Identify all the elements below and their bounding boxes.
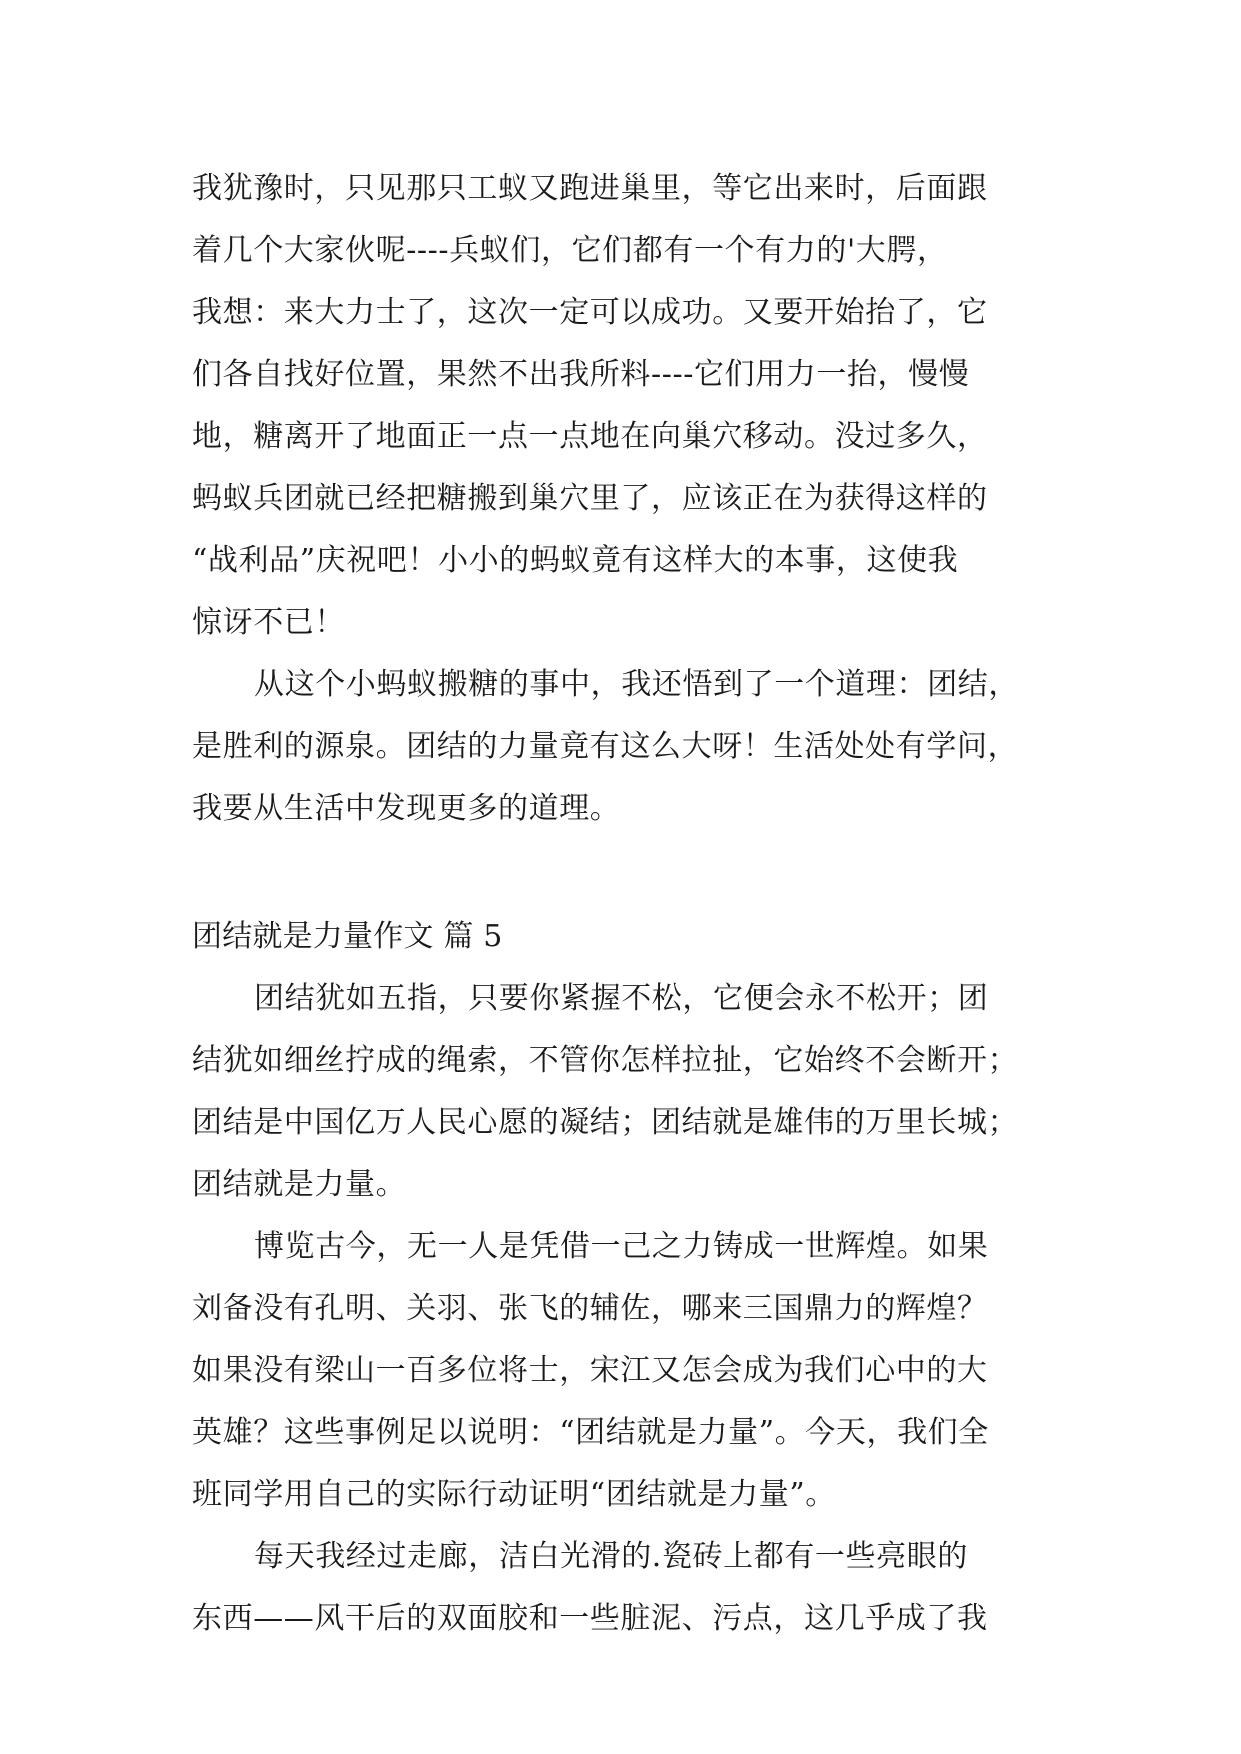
text-line: 我想：来大力士了，这次一定可以成功。又要开始抬了，它 [192,295,988,330]
text-line: 地，糖离开了地面正一点一点地在向巢穴移动。没过多久， [192,419,988,454]
text-line: 每天我经过走廊，洁白光滑的.瓷砖上都有一些亮眼的 [254,1539,968,1574]
text-line: 东西——风干后的双面胶和一些脏泥、污点，这几乎成了我 [192,1601,988,1636]
text-line: 团结是中国亿万人民心愿的凝结；团结就是雄伟的万里长城； [192,1105,1019,1140]
text-line: “战利品”庆祝吧！小小的蚂蚁竟有这样大的本事，这使我 [192,543,959,578]
text-line: 我犹豫时，只见那只工蚁又跑进巢里，等它出来时，后面跟 [192,171,988,206]
text-line: 团结犹如五指，只要你紧握不松，它便会永不松开；团 [254,981,989,1016]
text-line: 我要从生活中发现更多的道理。 [192,791,621,826]
text-line: 刘备没有孔明、关羽、张飞的辅佐，哪来三国鼎力的辉煌？ [192,1291,988,1326]
text-line: 英雄？这些事例足以说明：“团结就是力量”。今天，我们全 [192,1415,989,1450]
paragraph-conclusion [192,654,1092,840]
text-line: 团结就是力量。 [192,1167,407,1202]
document-body [192,158,1092,1650]
text-line: 如果没有梁山一百多位将士，宋江又怎会成为我们心中的大 [192,1353,988,1388]
section-spacer [192,840,1092,906]
paragraph-unity-metaphor [192,968,1092,1216]
paragraph-hallway [192,1526,1092,1650]
text-line: 惊讶不已！ [192,605,345,640]
text-line: 班同学用自己的实际行动证明“团结就是力量”。 [192,1477,836,1512]
text-line: 结犹如细丝拧成的绳索，不管你怎样拉扯，它始终不会断开； [192,1043,1019,1078]
text-line: 蚂蚁兵团就已经把糖搬到巢穴里了，应该正在为获得这样的 [192,481,988,516]
text-line: 是胜利的源泉。团结的力量竟有这么大呀！生活处处有学问， [192,729,1019,764]
paragraph-ant-story [192,158,1092,654]
text-line: 从这个小蚂蚁搬糖的事中，我还悟到了一个道理：团结， [254,667,1019,702]
text-line: 们各自找好位置，果然不出我所料----它们用力一抬，慢慢 [192,357,970,392]
text-line: 博览古今，无一人是凭借一己之力铸成一世辉煌。如果 [254,1229,989,1264]
section-heading: 团结就是力量作文 篇 5 [192,919,503,954]
text-line: 着几个大家伙呢----兵蚁们，它们都有一个有力的'大腭， [192,233,948,268]
paragraph-history-examples [192,1216,1092,1526]
